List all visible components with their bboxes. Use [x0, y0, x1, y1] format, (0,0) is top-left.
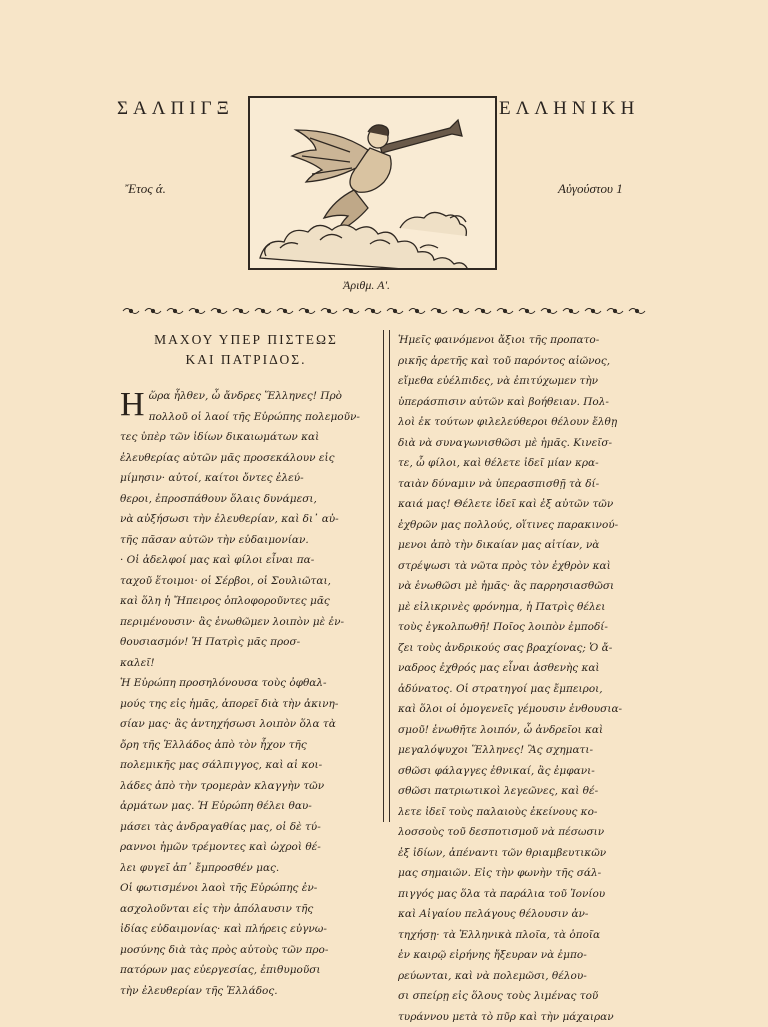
text-line: καὶ ὅλοι οἱ ὁμογενεῖς γέμουσιν ἐνθουσια-	[398, 699, 648, 720]
text-line: ἐξ ἰδίων, ἀπέναντι τῶν θριαμβευτικῶν	[398, 843, 648, 864]
article-title-line: ΚΑΙ ΠΑΤΡΙΔΟΣ.	[120, 350, 372, 370]
text-line: ἐν καιρῷ εἰρήνης ἤξευραν νὰ ἐμπο-	[398, 945, 648, 966]
text-line: νὰ ἑνωθῶσι μὲ ἡμᾶς· ἂς παρρησιασθῶσι	[398, 576, 648, 597]
text-line: θουσιασμόν! Ἡ Πατρὶς μᾶς προσ-	[120, 632, 372, 653]
date-label: Αὐγούστου 1	[558, 181, 623, 197]
text-line: ταιὰν δύναμιν νὰ ὑπερασπισθῇ τὰ δί-	[398, 474, 648, 495]
text-line: ὥρα ἦλθεν, ὦ ἄνδρες Ἕλληνες! Πρὸ	[149, 386, 372, 407]
text-line: ραννοι ἡμῶν τρέμοντες καὶ ὠχροὶ θέ-	[120, 837, 372, 858]
text-line: τε, ὦ φίλοι, καὶ θέλετε ἰδεῖ μίαν κρα-	[398, 453, 648, 474]
text-line: μεγαλόψυχοι Ἕλληνες! Ἂς σχηματι-	[398, 740, 648, 761]
text-line: εἴμεθα εὐέλπιδες, νὰ ἐπιτύχωμεν τὴν	[398, 371, 648, 392]
article-title	[120, 330, 372, 370]
text-line: τοὺς ἐγκολπωθῆ! Ποῖος λοιπὸν ἐμποδί-	[398, 617, 648, 638]
text-line: πολεμικῆς μας σάλπιγγος, καὶ αἱ κοι-	[120, 755, 372, 776]
text-line: ταχοῦ ἕτοιμοι· οἱ Σέρβοι, οἱ Σουλιῶται,	[120, 571, 372, 592]
masthead-left: ΣΑΛΠΙΓΞ	[117, 98, 234, 120]
article-title-line: ΜΑΧΟΥ ΥΠΕΡ ΠΙΣΤΕΩΣ	[120, 330, 372, 350]
text-line: ασχολοῦνται εἰς τὴν ἀπόλαυσιν τῆς	[120, 899, 372, 920]
article-body-left	[120, 386, 372, 1001]
text-line: τὴν ἐλευθερίαν τῆς Ἑλλάδος.	[120, 981, 372, 1002]
text-line: σθῶσι πατριωτικοὶ λεγεῶνες, καὶ θέ-	[398, 781, 648, 802]
text-line: λετε ἰδεῖ τοὺς παλαιοὺς ἐκείνους κο-	[398, 802, 648, 823]
text-line: διὰ νὰ συναγωνισθῶσι μὲ ἡμᾶς. Κινεῖσ-	[398, 433, 648, 454]
text-line: ὄρη τῆς Ἑλλάδος ἀπὸ τὸν ἦχον τῆς	[120, 735, 372, 756]
text-line: σμοῦ! ἑνωθῆτε λοιπόν, ὦ ἀνδρεῖοι καὶ	[398, 720, 648, 741]
text-line: μας σημαιῶν. Εἰς τὴν φωνὴν τῆς σάλ-	[398, 863, 648, 884]
text-line: Ἡ Εὐρώπη προσηλόνουσα τοὺς ὀφθαλ-	[120, 673, 372, 694]
drop-cap: Η	[120, 390, 145, 420]
text-line: Ἡμεῖς φαινόμενοι ἄξιοι τῆς προπατο-	[398, 330, 648, 351]
article-left-column	[120, 330, 372, 1001]
text-line: μοσύνης διὰ τὰς πρὸς αὐτοὺς τῶν προ-	[120, 940, 372, 961]
text-line: μενοι ἀπὸ τὴν δικαίαν μας αἰτίαν, νὰ	[398, 535, 648, 556]
text-line: ἰδίας εὐδαιμονίας· καὶ πλήρεις εὐγνω-	[120, 919, 372, 940]
text-line: στρέψωσι τὰ νῶτα πρὸς τὸν ἐχθρὸν καὶ	[398, 556, 648, 577]
text-line: · Οἱ ἀδελφοί μας καὶ φίλοι εἶναι πα-	[120, 550, 372, 571]
text-line: πιγγός μας ὅλα τὰ παράλια τοῦ Ἰονίου	[398, 884, 648, 905]
text-line: μὲ εἰλικρινὲς φρόνημα, ἡ Πατρὶς θέλει	[398, 597, 648, 618]
column-divider	[383, 330, 390, 822]
text-line: ρεύωνται, καὶ νὰ πολεμῶσι, θέλου-	[398, 966, 648, 987]
text-line: περιμένουσιν· ἂς ἑνωθῶμεν λοιπὸν μὲ ἐν-	[120, 612, 372, 633]
text-line: τες ὑπὲρ τῶν ἰδίων δικαιωμάτων καὶ	[120, 427, 372, 448]
text-line: σι σπείρῃ εἰς ὅλους τοὺς λιμένας τοῦ	[398, 986, 648, 1007]
text-line: Οἱ φωτισμένοι λαοὶ τῆς Εὐρώπης ἐν-	[120, 878, 372, 899]
text-line: σθῶσι φάλαγγες ἐθνικαί, ἂς ἐμφανι-	[398, 761, 648, 782]
text-line: μάσει τὰς ἀνδραγαθίας μας, οἱ δὲ τύ-	[120, 817, 372, 838]
text-line: ἐλευθερίας αὐτῶν μᾶς προσεκάλουν εἰς	[120, 448, 372, 469]
text-line: καὶ ὅλη ἡ Ἤπειρος ὁπλοφοροῦντες μᾶς	[120, 591, 372, 612]
text-line: ἀρμάτων μας. Ἡ Εὐρώπη θέλει θαυ-	[120, 796, 372, 817]
text-line: ζει τοὺς ἀνδρικούς σας βραχίονας; Ὁ ἄ-	[398, 638, 648, 659]
article-right-column	[398, 330, 648, 1027]
text-line: θεροι, ἐπροσπάθουν ὅλαις δυνάμεσι,	[120, 489, 372, 510]
text-line: τηχήσῃ· τὰ Ἑλληνικὰ πλοῖα, τὰ ὁποῖα	[398, 925, 648, 946]
text-line: ρικῆς ἀρετῆς καὶ τοῦ παρόντος αἰῶνος,	[398, 351, 648, 372]
text-line: λοσσοὺς τοῦ δεσποτισμοῦ νὰ πέσωσιν	[398, 822, 648, 843]
text-line: ναδρος ἐχθρός μας εἶναι ἀσθενὴς καὶ	[398, 658, 648, 679]
text-line: λάδες ἀπὸ τὴν τρομερὰν κλαγγὴν τῶν	[120, 776, 372, 797]
text-line: καιά μας! Θέλετε ἰδεῖ καὶ ἐξ αὐτῶν τῶν	[398, 494, 648, 515]
left-text-lines	[120, 386, 372, 1001]
text-line: καὶ Αἰγαίου πελάγους θέλουσιν ἀν-	[398, 904, 648, 925]
text-line: μούς της εἰς ἡμᾶς, ἀπορεῖ διὰ τὴν ἀκινη-	[120, 694, 372, 715]
text-line: λει φυγεῖ ἀπ᾽ ἔμπροσθέν μας.	[120, 858, 372, 879]
winged-herald-trumpet-icon	[248, 96, 497, 270]
text-line: πολλοῦ οἱ λαοί τῆς Εὐρώπης πολεμοῦν-	[149, 407, 372, 428]
text-line: λοὶ ἐκ τούτων φιλελεύθεροι θέλουν ἔλθῃ	[398, 412, 648, 433]
text-line: σίαν μας· ἂς ἀντηχήσωσι λοιπὸν ὅλα τὰ	[120, 714, 372, 735]
text-line: ἐχθρῶν μας πολλούς, οἵτινες παρακινού-	[398, 515, 648, 536]
text-line: τυράννου μετὰ τὸ πῦρ καὶ τὴν μάχαιραν	[398, 1007, 648, 1027]
text-line: τῆς πᾶσαν αὐτῶν τὴν εὐδαιμονίαν.	[120, 530, 372, 551]
masthead-right: ΕΛΛΗΝΙΚΗ	[499, 98, 639, 120]
issue-number: Ἀριθμ. Α'.	[343, 278, 390, 293]
text-line: καλεῖ!	[120, 653, 372, 674]
text-line: μίμησιν· αὐτοί, καίτοι ὄντες ἐλεύ-	[120, 468, 372, 489]
text-line: ὑπεράσπισιν αὐτῶν καὶ βοήθειαν. Πολ-	[398, 392, 648, 413]
text-line: νὰ αὐξήσωσι τὴν ἐλευθερίαν, καὶ δι᾽ αὐ-	[120, 509, 372, 530]
text-line: ἀδύνατος. Οἱ στρατηγοί μας ἔμπειροι,	[398, 679, 648, 700]
ornamental-rule-icon	[117, 302, 647, 314]
text-line: πατόρων μας εὐεργεσίας, ἐπιθυμοῦσι	[120, 960, 372, 981]
year-label: Ἔτος ά.	[125, 181, 166, 197]
article-body-right	[398, 330, 648, 1027]
